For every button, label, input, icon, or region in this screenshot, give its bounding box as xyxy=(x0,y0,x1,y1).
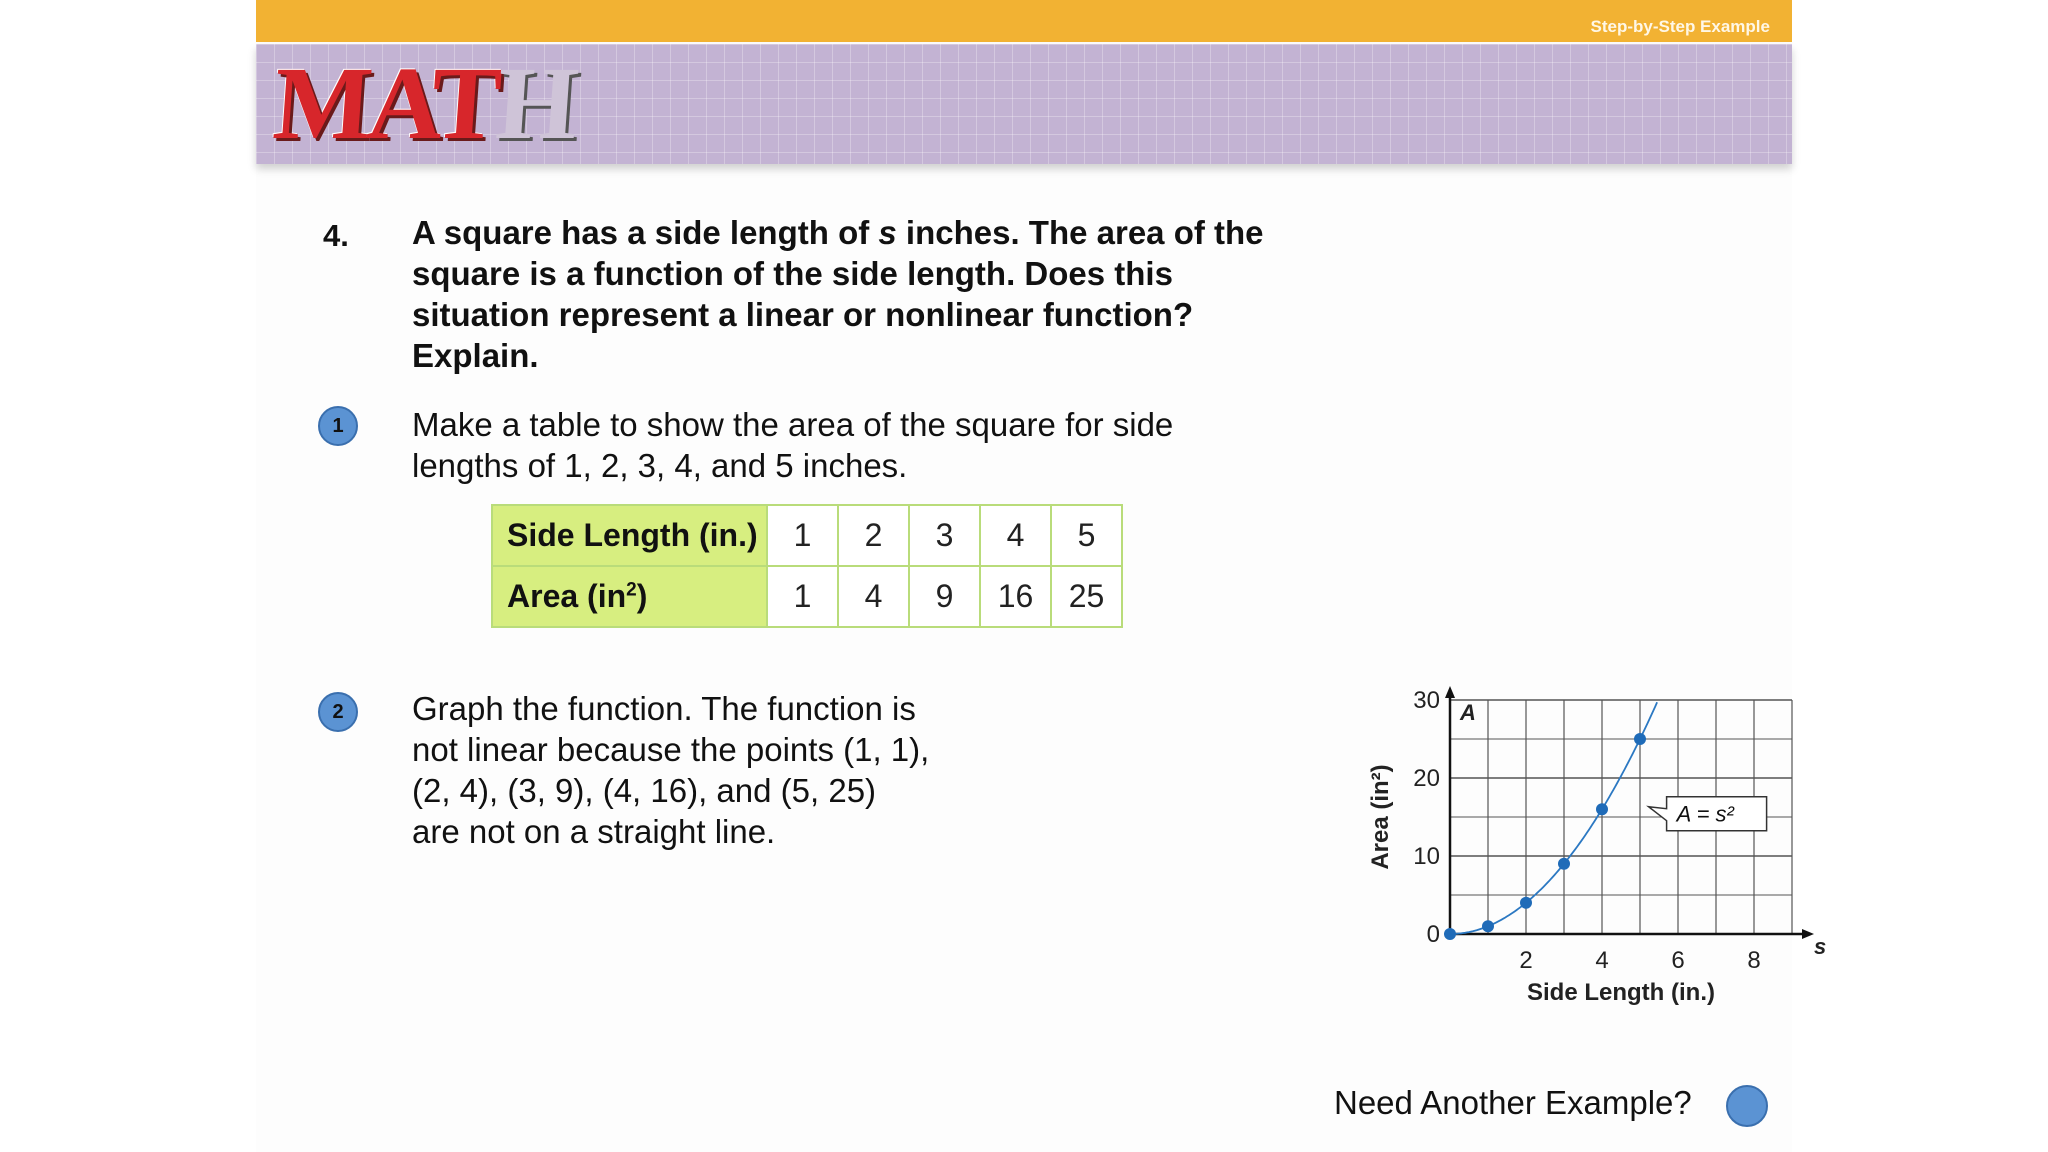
x-tick-label: 4 xyxy=(1595,947,1609,974)
table-cell: 16 xyxy=(980,566,1051,627)
y-axis-arrow xyxy=(1445,686,1455,698)
table-cell: 25 xyxy=(1051,566,1122,627)
problem-question: A square has a side length of s inches. The area of the square is a function of the side length. Does this situation represent a linear or nonlinear function? Explain. xyxy=(412,214,1264,374)
top-bar xyxy=(256,0,1792,42)
next-example-button[interactable] xyxy=(1726,1085,1768,1127)
data-point xyxy=(1634,733,1646,745)
table-cell: 1 xyxy=(767,566,838,627)
x-tick-label: 2 xyxy=(1519,947,1533,974)
table-row xyxy=(492,505,1122,566)
area-chart xyxy=(1096,680,1827,1020)
table-cell: 2 xyxy=(838,505,909,566)
slide xyxy=(256,0,1827,1152)
x-tick-label: 6 xyxy=(1671,947,1685,974)
problem-number: 4. xyxy=(323,218,349,253)
step-2-badge: 2 xyxy=(318,692,358,732)
table-cell: 9 xyxy=(909,566,980,627)
y-axis-letter: A xyxy=(1460,700,1476,725)
y-axis-title: Area (in²) xyxy=(1367,764,1394,870)
table-cell: 1 xyxy=(767,505,838,566)
y-tick-label: 10 xyxy=(1413,843,1440,870)
step-1-text: Make a table to show the area of the square for side lengths of 1, 2, 3, 4, and 5 inches. xyxy=(412,406,1174,484)
table-cell: 4 xyxy=(838,566,909,627)
table-row xyxy=(492,566,1122,627)
data-point xyxy=(1444,928,1456,940)
data-point xyxy=(1558,858,1570,870)
side-area-table xyxy=(491,504,1123,628)
step-by-step-label: Step-by-Step Example xyxy=(1590,17,1770,36)
table-cell: 4 xyxy=(980,505,1051,566)
data-point xyxy=(1482,920,1494,932)
x-tick-label: 8 xyxy=(1747,947,1761,974)
x-axis-title: Side Length (in.) xyxy=(1527,979,1715,1006)
y-tick-label: 20 xyxy=(1413,765,1440,792)
step-1-badge: 1 xyxy=(318,406,358,446)
step-2-text: Graph the function. The function is not linear because the points (1, 1), (2, 4), (3, 9), (4, 16), and (5, 25) are not on a straight line. xyxy=(412,690,930,850)
table-cell: 5 xyxy=(1051,505,1122,566)
table-cell: 3 xyxy=(909,505,980,566)
x-axis-letter: s xyxy=(1814,934,1827,959)
need-another-example-label: Need Another Example? xyxy=(1334,1084,1692,1121)
math-banner xyxy=(256,44,1792,164)
side-length-header: Side Length (in.) xyxy=(492,505,767,566)
data-point xyxy=(1596,803,1608,815)
data-point xyxy=(1520,897,1532,909)
function-curve xyxy=(1450,702,1657,934)
annotation-label: A = s² xyxy=(1676,801,1734,827)
math-logo: MATH xyxy=(270,46,578,161)
y-tick-label: 0 xyxy=(1426,921,1440,948)
y-tick-label: 30 xyxy=(1413,687,1440,714)
area-header: Area $(in^2)$ xyxy=(492,566,767,627)
x-axis-arrow xyxy=(1802,929,1814,939)
